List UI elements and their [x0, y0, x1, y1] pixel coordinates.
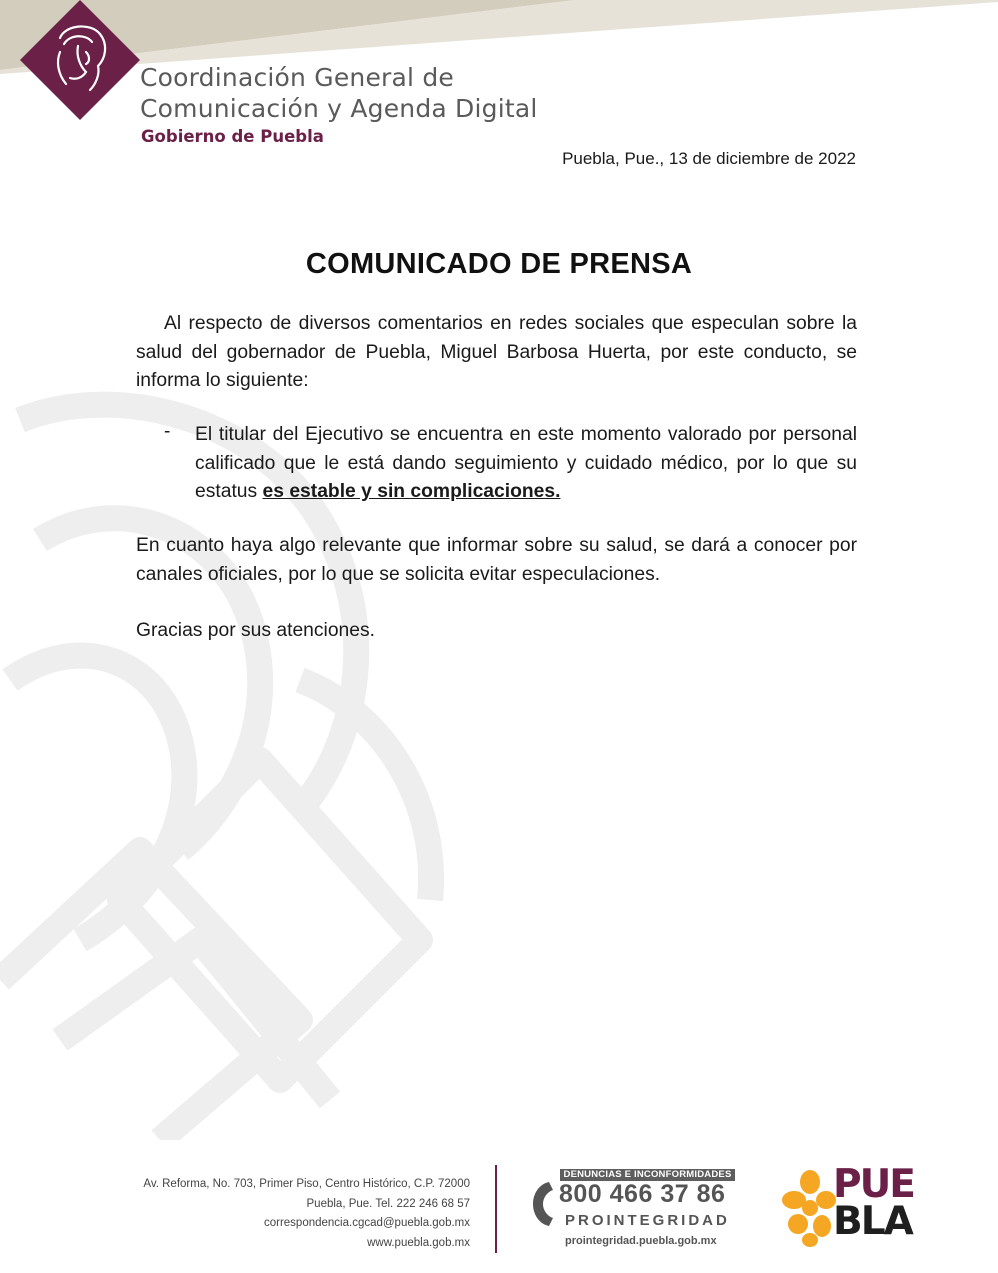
- organization-name-line2: Comunicación y Agenda Digital: [140, 94, 538, 123]
- prointegridad-label: PROINTEGRIDAD: [565, 1212, 730, 1229]
- puebla-flower-icon: [780, 1170, 836, 1248]
- bullet-marker: -: [164, 421, 171, 442]
- address-line: Av. Reforma, No. 703, Primer Piso, Centro Histórico, C.P. 72000: [143, 1178, 470, 1190]
- phone-icon: [531, 1178, 561, 1230]
- document-title: COMUNICADO DE PRENSA: [305, 248, 693, 280]
- government-seal-logo: [20, 0, 140, 120]
- footer-divider: [495, 1165, 497, 1253]
- website-link: www.puebla.gob.mx: [367, 1236, 470, 1249]
- puebla-logo-line2: BLA: [833, 1199, 912, 1244]
- prointegridad-url: prointegridad.puebla.gob.mx: [565, 1235, 717, 1247]
- contact-email: correspondencia.cgcad@puebla.gob.mx: [263, 1217, 470, 1229]
- footer-address: [143, 1175, 470, 1253]
- bullet-text: El titular del Ejecutivo se encuentra en este momento valorado por personal calificado que le está dando seguimiento y cuidado médico, por lo que su estatus: [195, 424, 857, 502]
- puebla-logo: [833, 1162, 923, 1244]
- government-subtitle: Gobierno de Puebla: [141, 127, 324, 146]
- paragraph-closing: Gracias por sus atenciones.: [136, 620, 375, 641]
- puebla-logo-line1: PUE: [833, 1162, 914, 1207]
- denuncias-label: DENUNCIAS E INCONFORMIDADES: [560, 1169, 735, 1181]
- address-phone-line: Puebla, Pue. Tel. 222 246 68 57: [306, 1197, 470, 1210]
- document-date: Puebla, Pue., 13 de diciembre de 2022: [562, 149, 856, 168]
- bullet-item: [195, 421, 857, 507]
- organization-name: [140, 62, 538, 124]
- bullet-emphasis: es estable y sin complicaciones.: [262, 481, 561, 502]
- paragraph-followup: En cuanto haya algo relevante que informar sobre su salud, se dará a conocer por canales oficiales, por lo que se solicita evitar especulaciones.: [136, 535, 857, 585]
- paragraph-intro: Al respecto de diversos comentarios en redes sociales que especulan sobre la salud del gobernador de Puebla, Miguel Barbosa Huerta, por este conducto, se informa lo siguiente:: [136, 313, 857, 391]
- hotline-number: 800 466 37 86: [559, 1180, 726, 1208]
- organization-name-line1: Coordinación General de: [140, 63, 454, 92]
